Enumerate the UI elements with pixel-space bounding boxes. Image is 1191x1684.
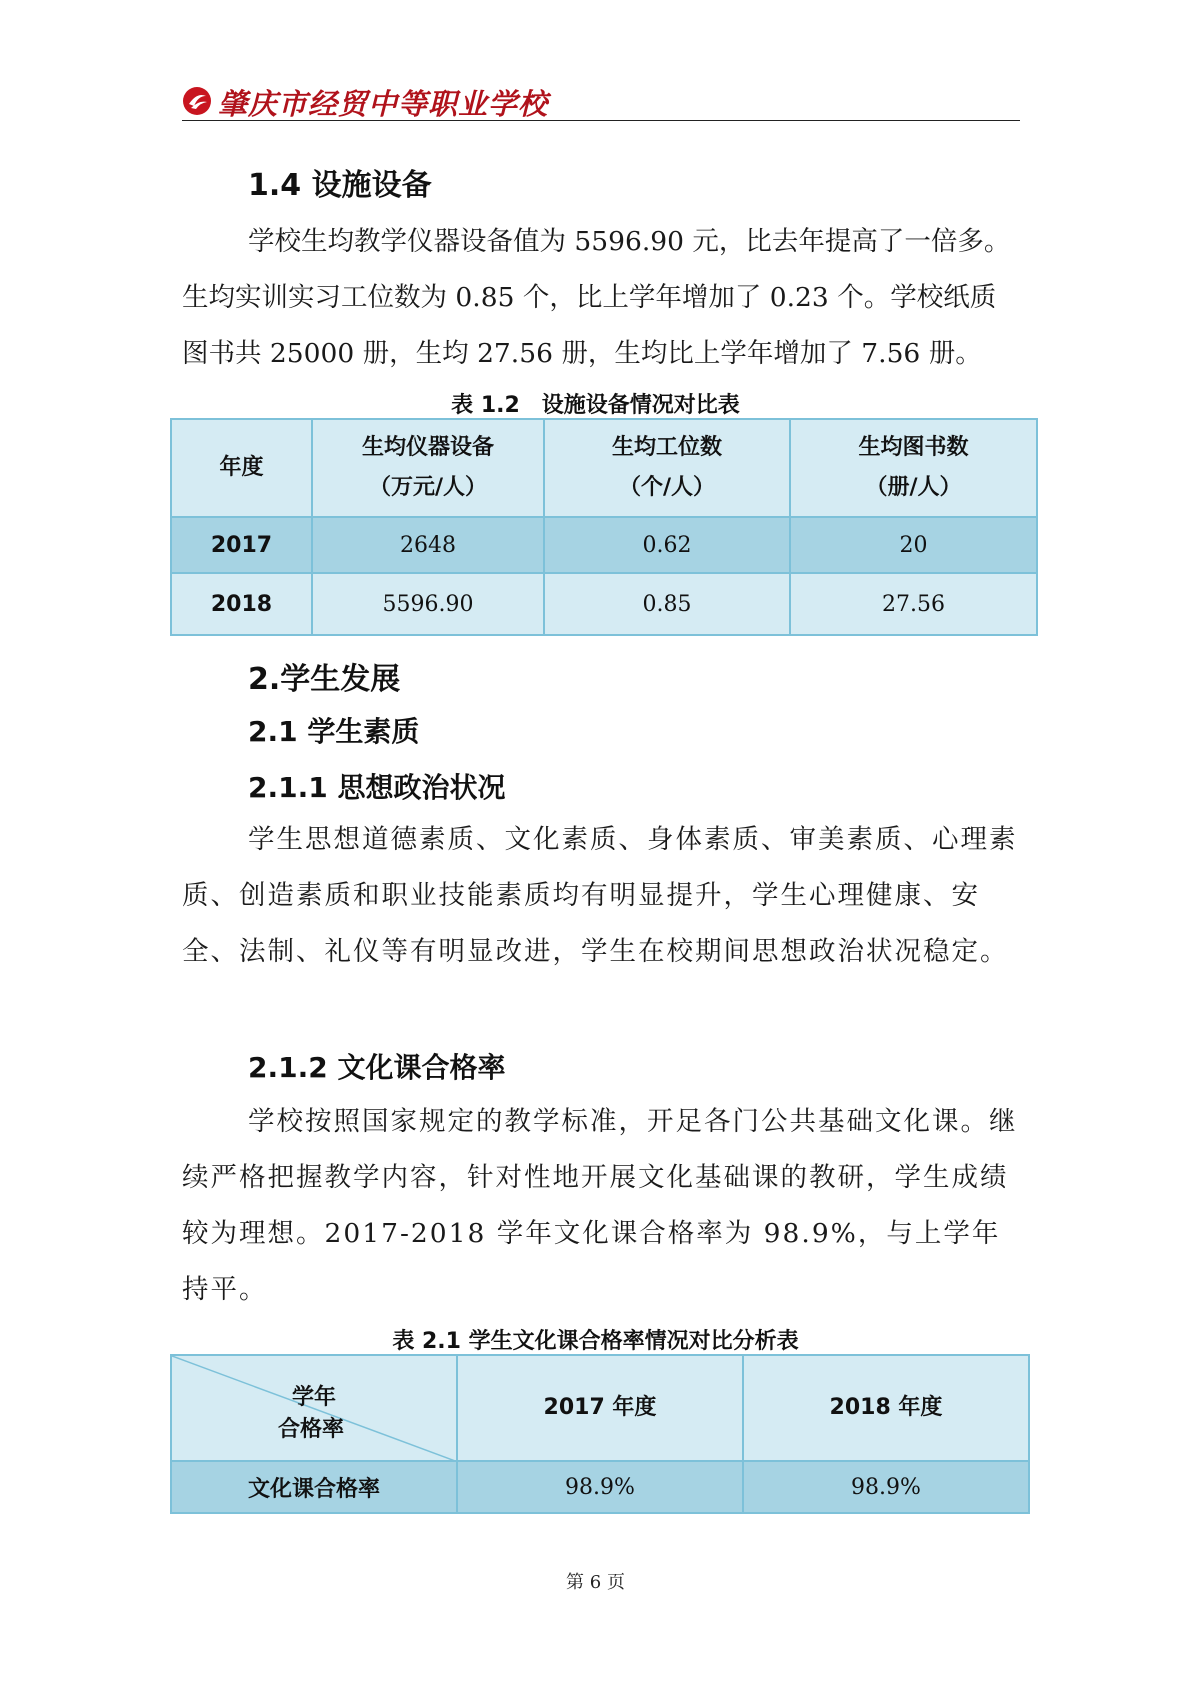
pass-rate-table xyxy=(170,1354,1030,1514)
header-equipment: 生均仪器设备 （万元/人） xyxy=(312,419,544,517)
section-2-1-1-paragraph: 学生思想道德素质、文化素质、身体素质、审美素质、心理素质、创造素质和职业技能素质均有明显提升，学生心理健康、安全、法制、礼仪等有明显改进，学生在校期间思想政治状况稳定。 xyxy=(182,824,1018,967)
section-2-1-2-paragraph: 学校按照国家规定的教学标准，开足各门公共基础文化课。继续严格把握教学内容，针对性地开展文化基础课的教研，学生成绩较为理想。2017-2018 学年文化课合格率为 98.9%，与上学年持平。 xyxy=(182,1106,1018,1305)
section-1-4-paragraph: 学校生均教学仪器设备值为 5596.90 元，比去年提高了一倍多。生均实训实习工位数为 0.85 个，比上学年增加了 0.23 个。学校纸质图书共 25000 册，生均 27.56 册，生均比上学年增加了 7.56 册。 xyxy=(182,226,1011,369)
section-2-title: 2.学生发展 xyxy=(248,662,401,697)
facilities-table xyxy=(170,418,1038,636)
header-stations: 生均工位数 （个/人） xyxy=(544,419,790,517)
table-1-2-caption: 表 1.2 设施设备情况对比表 xyxy=(451,393,740,418)
table-2-1-caption: 表 2.1 学生文化课合格率情况对比分析表 xyxy=(392,1329,799,1354)
header-year: 年度 xyxy=(171,419,312,517)
page-header xyxy=(182,82,1020,121)
page-number: 第 6 页 xyxy=(566,1572,625,1593)
section-1-4-title: 1.4 设施设备 xyxy=(248,168,432,203)
table-row: 2017 2648 0.62 20 xyxy=(171,517,1037,573)
section-2-1-1-title: 2.1.1 思想政治状况 xyxy=(248,771,506,804)
table-row: 2018 5596.90 0.85 27.56 xyxy=(171,573,1037,635)
table-row: 文化课合格率 98.9% 98.9% xyxy=(171,1461,1029,1513)
section-2-1-2-title: 2.1.2 文化课合格率 xyxy=(248,1051,506,1084)
school-logo-icon xyxy=(182,86,212,116)
header-2017: 2017 年度 xyxy=(457,1355,743,1461)
header-2018: 2018 年度 xyxy=(743,1355,1029,1461)
diagonal-header-cell: 学年 合格率 xyxy=(171,1355,457,1461)
school-name: 肇庆市经贸中等职业学校 xyxy=(218,87,549,121)
section-2-1-title: 2.1 学生素质 xyxy=(248,715,420,748)
header-books: 生均图书数 （册/人） xyxy=(790,419,1037,517)
